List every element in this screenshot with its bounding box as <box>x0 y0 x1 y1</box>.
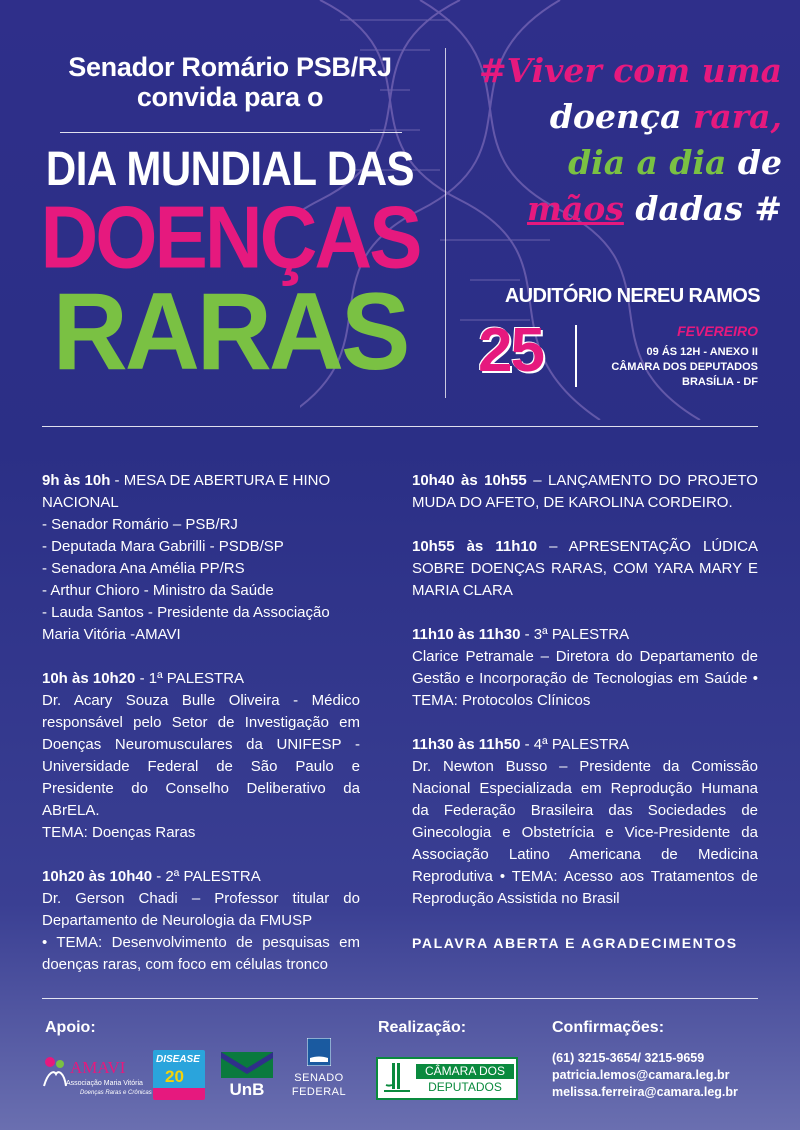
contact-email-2[interactable]: melissa.ferreira@camara.leg.br <box>552 1085 738 1099</box>
title-dia-mundial: DIA MUNDIAL DAS <box>45 141 415 196</box>
senado-emblem-icon <box>307 1038 331 1066</box>
participant-item: - Senador Romário – PSB/RJ <box>42 516 238 533</box>
rare-disease-text: DISEASE <box>156 1054 200 1065</box>
event-city: BRASÍLIA - DF <box>682 376 758 388</box>
venue-details <box>560 345 758 390</box>
unb-logo <box>221 1052 273 1100</box>
talk-theme: • TEMA: Desenvolvimento de pesquisas em doenças raras, com foco em células tronco <box>42 934 360 973</box>
unb-emblem-icon <box>221 1052 273 1078</box>
event-building: CÂMARA DOS DEPUTADOS <box>611 361 758 373</box>
speaker-description: Dr. Newton Busso – Presidente da Comissão Nacional Especializada em Reprodução Humana da Federação Brasileira das Sociedades de Ginecologia e Obstetrícia e Vice-Presidente da Associação Latino Americana de Medicina Reprodutiva • TEMA: Acesso aos Tratamentos de Reprodução Assistida no Brasil <box>412 758 758 907</box>
apoio-label: Apoio: <box>45 1019 96 1036</box>
slogan-line-3a: dia a dia <box>568 143 727 182</box>
program-block-talk-3 <box>412 624 758 712</box>
participant-item: - Arthur Chioro - Ministro da Saúde <box>42 582 274 599</box>
senado-line-2: FEDERAL <box>291 1086 347 1098</box>
slogan-line-3b: de <box>726 143 782 182</box>
contact-info <box>552 1050 738 1101</box>
campaign-slogan <box>462 48 782 232</box>
program-title: - 4ª PALESTRA <box>520 736 630 753</box>
program-time: 10h20 às 10h40 <box>42 868 153 885</box>
contact-email-1[interactable]: patricia.lemos@camara.leg.br <box>552 1068 730 1082</box>
event-day: 25 <box>478 316 543 385</box>
footer-divider <box>42 998 758 999</box>
program-title: - 3ª PALESTRA <box>520 626 630 643</box>
program-block-talk-2 <box>42 866 360 976</box>
unb-text: UnB <box>229 1080 265 1099</box>
talk-theme: TEMA: Doenças Raras <box>42 824 196 841</box>
program-title: – APRESENTAÇÃO LÚDICA SOBRE DOENÇAS RARAS, COM YARA MARY E MARIA CLARA <box>412 538 758 599</box>
program-title: – LANÇAMENTO DO PROJETO MUDA DO AFETO, DE KAROLINA CORDEIRO. <box>412 472 758 511</box>
amavi-name: AMAVI <box>70 1058 126 1077</box>
camara-line-2: DEPUTADOS <box>428 1080 502 1094</box>
invitation-header <box>40 52 420 112</box>
confirmacoes-label: Confirmações: <box>552 1019 665 1036</box>
title-divider <box>60 132 402 133</box>
amavi-logo <box>40 1052 152 1102</box>
speaker-description: Dr. Gerson Chadi – Professor titular do Departamento de Neurologia da FMUSP <box>42 890 360 929</box>
program-time: 11h10 às 11h30 <box>412 626 521 643</box>
program-block-opening <box>42 470 360 646</box>
program-title: - MESA DE ABERTURA E HINO NACIONAL <box>42 472 331 511</box>
program-time: 11h30 às 11h50 <box>412 736 521 753</box>
program-block-launch <box>412 470 758 514</box>
slogan-line-2b: rara, <box>692 97 782 136</box>
speaker-description: Clarice Petramale – Diretora do Departamento de Gestão e Incorporação de Tecnologias em Saúde • TEMA: Protocolos Clínicos <box>412 648 758 709</box>
title-raras: RARAS <box>52 271 408 393</box>
program-time: 10h40 às 10h55 <box>412 472 527 489</box>
camara-line-1: CÂMARA DOS <box>416 1064 514 1079</box>
program-time: 10h às 10h20 <box>42 670 136 687</box>
realizacao-label: Realização: <box>378 1019 467 1036</box>
program-block-presentation <box>412 536 758 602</box>
slogan-line-2a: doença <box>549 97 693 136</box>
venue-name: AUDITÓRIO NEREU RAMOS <box>504 285 760 307</box>
amavi-tagline: Doenças Raras e Crônicas <box>80 1090 152 1096</box>
program-time: 9h às 10h <box>42 472 111 489</box>
invite-line-2: convida para o <box>136 82 324 112</box>
invite-line-1: Senador Romário PSB/RJ <box>68 52 392 82</box>
amavi-subtitle: Associação Maria Vitória <box>66 1080 143 1087</box>
participant-item: - Lauda Santos - Presidente da Associação Maria Vitória -AMAVI <box>42 604 330 643</box>
participant-item: - Senadora Ana Amélia PP/RS <box>42 560 245 577</box>
congress-building-icon <box>382 1061 412 1097</box>
header-vertical-divider <box>445 48 446 398</box>
program-right-column <box>412 470 758 954</box>
program-time: 10h55 às 11h10 <box>412 538 538 555</box>
title-doencas: DOENÇAS <box>40 188 420 287</box>
slogan-line-4b: dadas # <box>623 189 782 228</box>
rare-disease-day-logo <box>153 1050 205 1100</box>
program-left-column <box>42 470 360 998</box>
program-title: - 2ª PALESTRA <box>152 868 261 885</box>
camara-deputados-logo <box>376 1057 518 1100</box>
slogan-line-4a: mãos <box>526 189 624 228</box>
senado-federal-logo <box>290 1038 348 1102</box>
slogan-line-1: #Viver com uma <box>478 51 782 90</box>
closing-remarks: PALAVRA ABERTA E AGRADECIMENTOS <box>412 935 738 951</box>
event-hours: 09 ÁS 12H - ANEXO II <box>646 346 758 358</box>
contact-phone: (61) 3215-3654/ 3215-9659 <box>552 1051 705 1065</box>
event-month: FEVEREIRO <box>677 323 758 339</box>
program-block-talk-1 <box>42 668 360 844</box>
speaker-description: Dr. Acary Souza Bulle Oliveira - Médico responsável pelo Setor de Investigação em Doenças Neuromusculares da UNIFESP - Universidade Federal de São Paulo e Presidente do Conselho Deliberativo da ABrELA. <box>42 692 360 819</box>
rare-disease-band <box>153 1088 205 1100</box>
rare-disease-number: 20 <box>165 1067 184 1086</box>
program-title: - 1ª PALESTRA <box>135 670 245 687</box>
program-block-talk-4 <box>412 734 758 910</box>
senado-line-1: SENADO <box>294 1072 344 1084</box>
program-top-divider <box>42 426 758 427</box>
participant-item: - Deputada Mara Gabrilli - PSDB/SP <box>42 538 284 555</box>
